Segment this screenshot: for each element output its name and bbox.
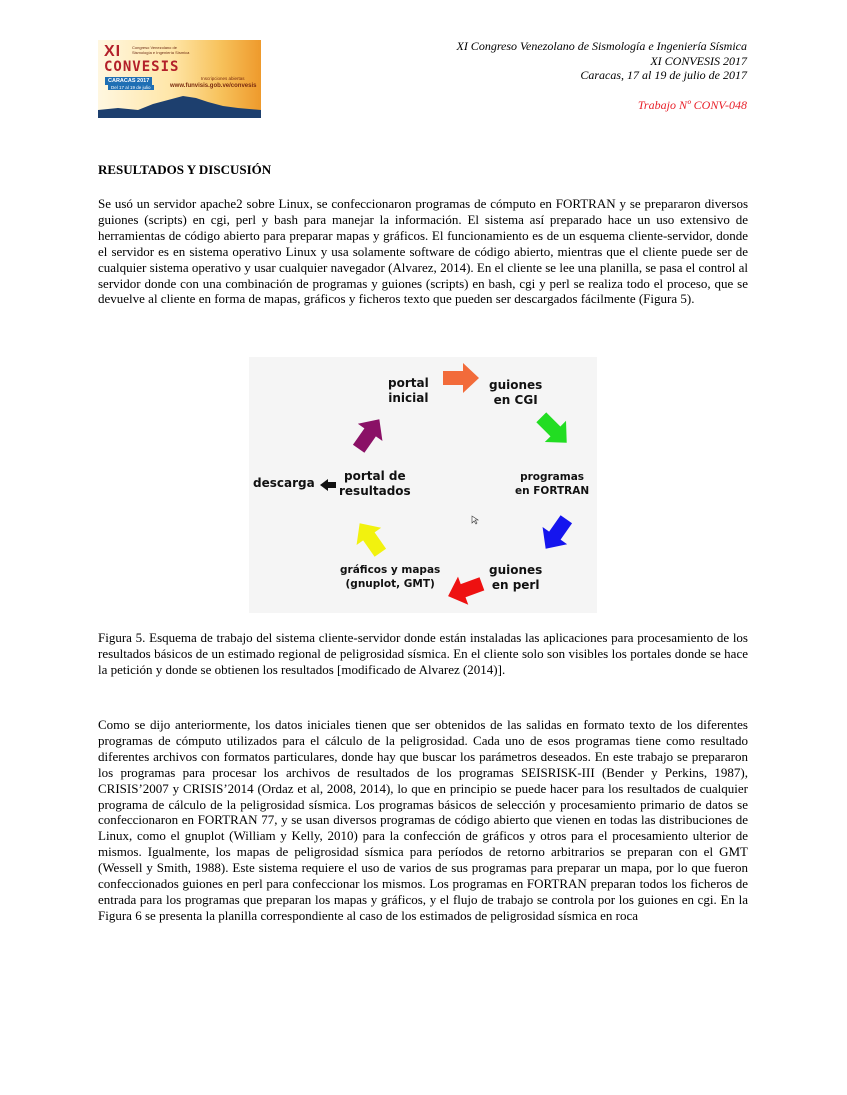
label-guiones-perl: guiones en perl: [489, 563, 543, 592]
figure-caption: Figura 5. Esquema de trabajo del sistema cliente-servidor donde están instaladas las aplicaciones para procesamiento de los resultados básicos de un estimado regional de peligrosidad sísmica. En el cliente solo son visibles los portales donde se hace la petición y donde se obtienen los resultados [modificado de Alvarez (2014)].: [98, 630, 748, 677]
label-guiones-cgi: guiones en CGI: [489, 378, 543, 407]
download-arrow-icon: [320, 479, 336, 491]
label-graficos-mapas: gráficos y mapas (gnuplot, GMT): [340, 564, 441, 590]
logo-xi: XI: [104, 43, 122, 60]
label-portal-inicial: portal inicial: [388, 376, 429, 405]
label-portal-resultados: portal de resultados: [339, 469, 411, 498]
header-dates: Caracas, 17 al 19 de julio de 2017: [580, 68, 747, 82]
header-congress: XI Congreso Venezolano de Sismología e Ingeniería Sísmica: [456, 39, 747, 53]
orange-arrow-icon: [443, 363, 479, 393]
logo-subtitle: Congreso Venezolano de Sismología e Ingeniería Sísmica: [132, 45, 190, 55]
paragraph-2: Como se dijo anteriormente, los datos iniciales tienen que ser obtenidos de las salidas en formato texto de los diferentes programas de cómputo utilizados para el cálculo de la peligrosidad. Cada uno de esos programas tiene como resultado diferentes archivos con formatos particulares, donde hay que buscar los parámetros deseados. En este trabajo se prepararon los programas para procesar los archivos de resultados de los programas SEISRISK-III (Bender y Perkins, 1987), CRISIS’2007 y CRISIS’2014 (Ordaz et al, 2008, 2014), lo que en principio se puede hacer para los resultados de cualquier programa de cálculo de la peligrosidad sísmica. Los programas básicos de selección y procesamiento primario de datos se confeccionaron en FORTRAN 77, y se usan diversos programas de código abierto que vienen en todas las distribuciones de Linux, como el gnuplot (William y Kelly, 2010) para la confección de gráficos y otros para el procesamiento ulterior de mismos. Igualmente, los mapas de peligrosidad sísmica para períodos de retorno arbitrarios se preparan con el GMT (Wessell y Smith, 1988). Este sistema requiere el uso de varios de sus programas para preparar un mapa, por lo que fueron confeccionados guiones en perl para confeccionar los mismos. Los programas en FORTRAN preparan todos los ficheros de entrada para los programas que preparan los mapas y gráficos, y el flujo de trabajo se controla por los guiones en cgi. En la Figura 6 se presenta la planilla correspondiente al caso de los estimados de peligrosidad sísmica en roca: [98, 717, 748, 923]
green-arrow-icon: [531, 407, 578, 454]
yellow-arrow-icon: [347, 515, 392, 562]
logo-convesis: CONVESIS: [104, 59, 180, 75]
mountain-silhouette-icon: [98, 88, 261, 118]
label-descarga: descarga: [253, 476, 315, 490]
figure-5-diagram: [249, 357, 597, 613]
logo-url: www.funvisis.gob.ve/convesis: [170, 83, 257, 89]
paragraph-1: Se usó un servidor apache2 sobre Linux, se confeccionaron programas de cómputo en FORTRAN y se prepararon diversos guiones (scripts) en cgi, perl y bash para manejar la información. El sistema así preparado hace un uso extensivo de herramientas de código abierto para preparar mapas y gráficos. El funcionamiento es de un esquema cliente-servidor, donde el servidor es en sistema operativo Linux y usa solamente software de código abierto, mientras que el cliente puede ser de cualquier sistema operativo y usar cualquier navegador (Alvarez, 2014). En el cliente se lee una planilla, se pasa el control al servidor donde con una combinación de programas y guiones (scripts) en bash, cgi y perl se realiza todo el proceso, que se devuelve al cliente en forma de mapas, gráficos y ficheros texto que pueden ser descargados fácilmente (Figura 5).: [98, 196, 748, 307]
convesis-logo: [98, 40, 261, 118]
label-programas-fortran: programas en FORTRAN: [515, 471, 590, 497]
header-trabajo: Trabajo Nº CONV-048: [637, 97, 747, 112]
logo-inscriptions: Inscripciones abiertas: [201, 76, 245, 81]
red-arrow-icon: [443, 570, 487, 611]
section-title: RESULTADOS Y DISCUSIÓN: [98, 162, 272, 177]
logo-dates: Del 17 al 19 de julio: [108, 85, 154, 90]
purple-arrow-icon: [346, 411, 391, 458]
blue-arrow-icon: [533, 511, 578, 558]
logo-city: CARACAS 2017: [105, 77, 152, 85]
page-header: [456, 39, 747, 112]
header-convesis: XI CONVESIS 2017: [650, 53, 747, 68]
cursor-icon: [472, 516, 478, 524]
